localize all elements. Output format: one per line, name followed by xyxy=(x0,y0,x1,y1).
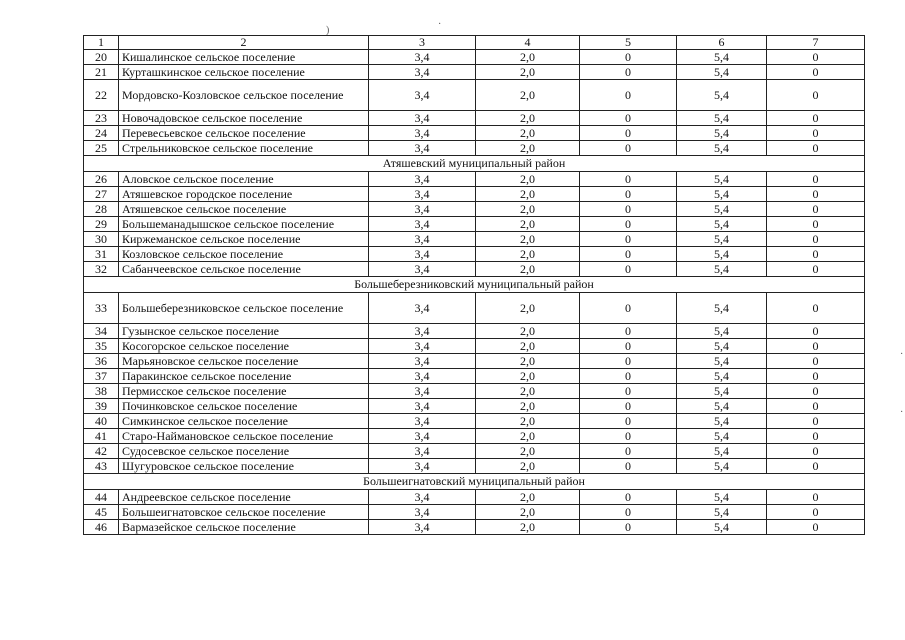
cell-col-4: 2,0 xyxy=(476,384,580,399)
table-row xyxy=(84,490,865,505)
cell-col-7: 0 xyxy=(767,141,865,156)
cell-col-7: 0 xyxy=(767,429,865,444)
header-col-1: 1 xyxy=(84,36,119,50)
cell-col-3: 3,4 xyxy=(369,354,476,369)
settlement-name: Большеигнатовское сельское поселение xyxy=(119,505,369,520)
cell-col-6: 5,4 xyxy=(677,459,767,474)
row-number: 44 xyxy=(84,490,119,505)
table-row xyxy=(84,50,865,65)
cell-col-5: 0 xyxy=(580,187,677,202)
cell-col-5: 0 xyxy=(580,232,677,247)
cell-col-3: 3,4 xyxy=(369,187,476,202)
cell-col-6: 5,4 xyxy=(677,141,767,156)
section-title: Атяшевский муниципальный район xyxy=(84,156,865,172)
cell-col-3: 3,4 xyxy=(369,520,476,535)
settlement-name: Киржеманское сельское поселение xyxy=(119,232,369,247)
cell-col-3: 3,4 xyxy=(369,217,476,232)
cell-col-4: 2,0 xyxy=(476,414,580,429)
cell-col-6: 5,4 xyxy=(677,65,767,80)
row-number: 41 xyxy=(84,429,119,444)
row-number: 40 xyxy=(84,414,119,429)
settlement-name: Перевесьевское сельское поселение xyxy=(119,126,369,141)
row-number: 32 xyxy=(84,262,119,277)
settlement-name: Гузынское сельское поселение xyxy=(119,324,369,339)
cell-col-7: 0 xyxy=(767,384,865,399)
cell-col-3: 3,4 xyxy=(369,490,476,505)
row-number: 26 xyxy=(84,172,119,187)
cell-col-5: 0 xyxy=(580,217,677,232)
cell-col-3: 3,4 xyxy=(369,247,476,262)
cell-col-5: 0 xyxy=(580,111,677,126)
table-row xyxy=(84,232,865,247)
cell-col-3: 3,4 xyxy=(369,141,476,156)
cell-col-5: 0 xyxy=(580,414,677,429)
cell-col-4: 2,0 xyxy=(476,520,580,535)
cell-col-7: 0 xyxy=(767,80,865,111)
cell-col-6: 5,4 xyxy=(677,369,767,384)
scan-artifact: ) xyxy=(326,25,330,36)
cell-col-5: 0 xyxy=(580,339,677,354)
settlement-name: Новочадовское сельское поселение xyxy=(119,111,369,126)
settlement-name: Пермисское сельское поселение xyxy=(119,384,369,399)
settlement-name: Андреевское сельское поселение xyxy=(119,490,369,505)
cell-col-5: 0 xyxy=(580,126,677,141)
table-row xyxy=(84,217,865,232)
settlement-name: Атяшевское сельское поселение xyxy=(119,202,369,217)
cell-col-3: 3,4 xyxy=(369,293,476,324)
scan-artifact: · xyxy=(900,407,904,418)
cell-col-7: 0 xyxy=(767,202,865,217)
header-col-4: 4 xyxy=(476,36,580,50)
row-number: 22 xyxy=(84,80,119,111)
scan-artifact: · xyxy=(900,349,904,360)
settlement-name: Большеберезниковское сельское поселение xyxy=(119,293,369,324)
table-row xyxy=(84,520,865,535)
row-number: 30 xyxy=(84,232,119,247)
row-number: 28 xyxy=(84,202,119,217)
cell-col-5: 0 xyxy=(580,429,677,444)
header-col-7: 7 xyxy=(767,36,865,50)
table-row xyxy=(84,384,865,399)
cell-col-4: 2,0 xyxy=(476,490,580,505)
cell-col-6: 5,4 xyxy=(677,490,767,505)
cell-col-7: 0 xyxy=(767,354,865,369)
row-number: 43 xyxy=(84,459,119,474)
cell-col-4: 2,0 xyxy=(476,50,580,65)
cell-col-4: 2,0 xyxy=(476,141,580,156)
settlement-name: Кишалинское сельское поселение xyxy=(119,50,369,65)
cell-col-3: 3,4 xyxy=(369,80,476,111)
cell-col-7: 0 xyxy=(767,262,865,277)
cell-col-6: 5,4 xyxy=(677,262,767,277)
cell-col-6: 5,4 xyxy=(677,414,767,429)
cell-col-4: 2,0 xyxy=(476,354,580,369)
cell-col-5: 0 xyxy=(580,384,677,399)
table-row xyxy=(84,293,865,324)
row-number: 21 xyxy=(84,65,119,80)
cell-col-4: 2,0 xyxy=(476,293,580,324)
data-table xyxy=(83,35,865,535)
scan-artifact: · xyxy=(438,19,442,30)
row-number: 27 xyxy=(84,187,119,202)
cell-col-4: 2,0 xyxy=(476,172,580,187)
cell-col-6: 5,4 xyxy=(677,232,767,247)
row-number: 36 xyxy=(84,354,119,369)
cell-col-7: 0 xyxy=(767,217,865,232)
row-number: 20 xyxy=(84,50,119,65)
cell-col-3: 3,4 xyxy=(369,429,476,444)
header-col-2: 2 xyxy=(119,36,369,50)
cell-col-3: 3,4 xyxy=(369,414,476,429)
cell-col-4: 2,0 xyxy=(476,232,580,247)
cell-col-5: 0 xyxy=(580,444,677,459)
cell-col-6: 5,4 xyxy=(677,217,767,232)
cell-col-3: 3,4 xyxy=(369,65,476,80)
cell-col-4: 2,0 xyxy=(476,187,580,202)
row-number: 33 xyxy=(84,293,119,324)
cell-col-6: 5,4 xyxy=(677,399,767,414)
cell-col-7: 0 xyxy=(767,324,865,339)
settlement-name: Вармазейское сельское поселение xyxy=(119,520,369,535)
cell-col-5: 0 xyxy=(580,459,677,474)
cell-col-5: 0 xyxy=(580,172,677,187)
settlement-name: Старо-Наймановское сельское поселение xyxy=(119,429,369,444)
cell-col-7: 0 xyxy=(767,111,865,126)
settlement-name: Шугуровское сельское поселение xyxy=(119,459,369,474)
table-row xyxy=(84,414,865,429)
cell-col-6: 5,4 xyxy=(677,187,767,202)
settlement-name: Починковское сельское поселение xyxy=(119,399,369,414)
cell-col-4: 2,0 xyxy=(476,80,580,111)
settlement-name: Судосевское сельское поселение xyxy=(119,444,369,459)
cell-col-3: 3,4 xyxy=(369,505,476,520)
header-row xyxy=(84,36,865,50)
cell-col-3: 3,4 xyxy=(369,50,476,65)
cell-col-5: 0 xyxy=(580,50,677,65)
section-row xyxy=(84,474,865,490)
cell-col-7: 0 xyxy=(767,50,865,65)
table-row xyxy=(84,505,865,520)
cell-col-3: 3,4 xyxy=(369,399,476,414)
cell-col-6: 5,4 xyxy=(677,202,767,217)
cell-col-3: 3,4 xyxy=(369,444,476,459)
cell-col-5: 0 xyxy=(580,505,677,520)
cell-col-3: 3,4 xyxy=(369,202,476,217)
cell-col-4: 2,0 xyxy=(476,217,580,232)
cell-col-5: 0 xyxy=(580,369,677,384)
table-row xyxy=(84,247,865,262)
cell-col-5: 0 xyxy=(580,247,677,262)
cell-col-3: 3,4 xyxy=(369,369,476,384)
cell-col-4: 2,0 xyxy=(476,262,580,277)
cell-col-5: 0 xyxy=(580,490,677,505)
cell-col-3: 3,4 xyxy=(369,232,476,247)
settlement-name: Козловское сельское поселение xyxy=(119,247,369,262)
cell-col-4: 2,0 xyxy=(476,459,580,474)
cell-col-7: 0 xyxy=(767,505,865,520)
row-number: 29 xyxy=(84,217,119,232)
cell-col-6: 5,4 xyxy=(677,50,767,65)
cell-col-6: 5,4 xyxy=(677,247,767,262)
settlement-name: Курташкинское сельское поселение xyxy=(119,65,369,80)
table-row xyxy=(84,126,865,141)
cell-col-5: 0 xyxy=(580,354,677,369)
cell-col-3: 3,4 xyxy=(369,384,476,399)
header-col-3: 3 xyxy=(369,36,476,50)
cell-col-5: 0 xyxy=(580,399,677,414)
section-row xyxy=(84,277,865,293)
cell-col-7: 0 xyxy=(767,172,865,187)
section-row xyxy=(84,156,865,172)
cell-col-5: 0 xyxy=(580,520,677,535)
cell-col-7: 0 xyxy=(767,399,865,414)
cell-col-4: 2,0 xyxy=(476,324,580,339)
cell-col-5: 0 xyxy=(580,141,677,156)
cell-col-3: 3,4 xyxy=(369,324,476,339)
cell-col-6: 5,4 xyxy=(677,384,767,399)
table-row xyxy=(84,429,865,444)
cell-col-4: 2,0 xyxy=(476,202,580,217)
cell-col-7: 0 xyxy=(767,444,865,459)
table-row xyxy=(84,459,865,474)
cell-col-6: 5,4 xyxy=(677,354,767,369)
cell-col-5: 0 xyxy=(580,293,677,324)
cell-col-5: 0 xyxy=(580,202,677,217)
settlement-name: Симкинское сельское поселение xyxy=(119,414,369,429)
cell-col-7: 0 xyxy=(767,293,865,324)
row-number: 46 xyxy=(84,520,119,535)
cell-col-7: 0 xyxy=(767,232,865,247)
table-row xyxy=(84,141,865,156)
cell-col-4: 2,0 xyxy=(476,126,580,141)
cell-col-3: 3,4 xyxy=(369,126,476,141)
table-row xyxy=(84,369,865,384)
cell-col-4: 2,0 xyxy=(476,505,580,520)
cell-col-7: 0 xyxy=(767,490,865,505)
settlement-name: Паракинское сельское поселение xyxy=(119,369,369,384)
cell-col-7: 0 xyxy=(767,65,865,80)
cell-col-6: 5,4 xyxy=(677,126,767,141)
cell-col-6: 5,4 xyxy=(677,324,767,339)
settlement-name: Стрельниковское сельское поселение xyxy=(119,141,369,156)
cell-col-4: 2,0 xyxy=(476,247,580,262)
table-row xyxy=(84,444,865,459)
cell-col-4: 2,0 xyxy=(476,111,580,126)
section-title: Большеигнатовский муниципальный район xyxy=(84,474,865,490)
cell-col-4: 2,0 xyxy=(476,339,580,354)
cell-col-4: 2,0 xyxy=(476,399,580,414)
settlement-name: Сабанчеевское сельское поселение xyxy=(119,262,369,277)
row-number: 34 xyxy=(84,324,119,339)
cell-col-7: 0 xyxy=(767,414,865,429)
cell-col-6: 5,4 xyxy=(677,172,767,187)
cell-col-7: 0 xyxy=(767,247,865,262)
settlement-name: Марьяновское сельское поселение xyxy=(119,354,369,369)
cell-col-6: 5,4 xyxy=(677,111,767,126)
cell-col-6: 5,4 xyxy=(677,339,767,354)
cell-col-6: 5,4 xyxy=(677,293,767,324)
row-number: 31 xyxy=(84,247,119,262)
table-row xyxy=(84,65,865,80)
section-title: Большеберезниковский муниципальный район xyxy=(84,277,865,293)
row-number: 35 xyxy=(84,339,119,354)
header-col-5: 5 xyxy=(580,36,677,50)
cell-col-3: 3,4 xyxy=(369,339,476,354)
settlement-name: Большеманадышское сельское поселение xyxy=(119,217,369,232)
settlement-name: Мордовско-Козловское сельское поселение xyxy=(119,80,369,111)
cell-col-5: 0 xyxy=(580,262,677,277)
table-row xyxy=(84,187,865,202)
cell-col-4: 2,0 xyxy=(476,369,580,384)
table-row xyxy=(84,111,865,126)
cell-col-3: 3,4 xyxy=(369,172,476,187)
table-body xyxy=(84,50,865,535)
table-row xyxy=(84,324,865,339)
row-number: 42 xyxy=(84,444,119,459)
cell-col-6: 5,4 xyxy=(677,505,767,520)
cell-col-6: 5,4 xyxy=(677,80,767,111)
settlement-name: Атяшевское городское поселение xyxy=(119,187,369,202)
row-number: 23 xyxy=(84,111,119,126)
cell-col-7: 0 xyxy=(767,369,865,384)
settlement-name: Косогорское сельское поселение xyxy=(119,339,369,354)
settlement-name: Аловское сельское поселение xyxy=(119,172,369,187)
cell-col-6: 5,4 xyxy=(677,429,767,444)
row-number: 25 xyxy=(84,141,119,156)
cell-col-3: 3,4 xyxy=(369,262,476,277)
cell-col-3: 3,4 xyxy=(369,459,476,474)
row-number: 45 xyxy=(84,505,119,520)
cell-col-5: 0 xyxy=(580,324,677,339)
cell-col-3: 3,4 xyxy=(369,111,476,126)
row-number: 39 xyxy=(84,399,119,414)
cell-col-7: 0 xyxy=(767,459,865,474)
cell-col-6: 5,4 xyxy=(677,444,767,459)
row-number: 24 xyxy=(84,126,119,141)
table-row xyxy=(84,399,865,414)
cell-col-5: 0 xyxy=(580,80,677,111)
header-col-6: 6 xyxy=(677,36,767,50)
row-number: 38 xyxy=(84,384,119,399)
cell-col-4: 2,0 xyxy=(476,429,580,444)
cell-col-7: 0 xyxy=(767,520,865,535)
cell-col-4: 2,0 xyxy=(476,65,580,80)
cell-col-5: 0 xyxy=(580,65,677,80)
table-row xyxy=(84,80,865,111)
table-row xyxy=(84,202,865,217)
cell-col-4: 2,0 xyxy=(476,444,580,459)
cell-col-7: 0 xyxy=(767,187,865,202)
table-row xyxy=(84,339,865,354)
table-row xyxy=(84,262,865,277)
row-number: 37 xyxy=(84,369,119,384)
cell-col-7: 0 xyxy=(767,339,865,354)
table-row xyxy=(84,172,865,187)
cell-col-7: 0 xyxy=(767,126,865,141)
table-row xyxy=(84,354,865,369)
cell-col-6: 5,4 xyxy=(677,520,767,535)
